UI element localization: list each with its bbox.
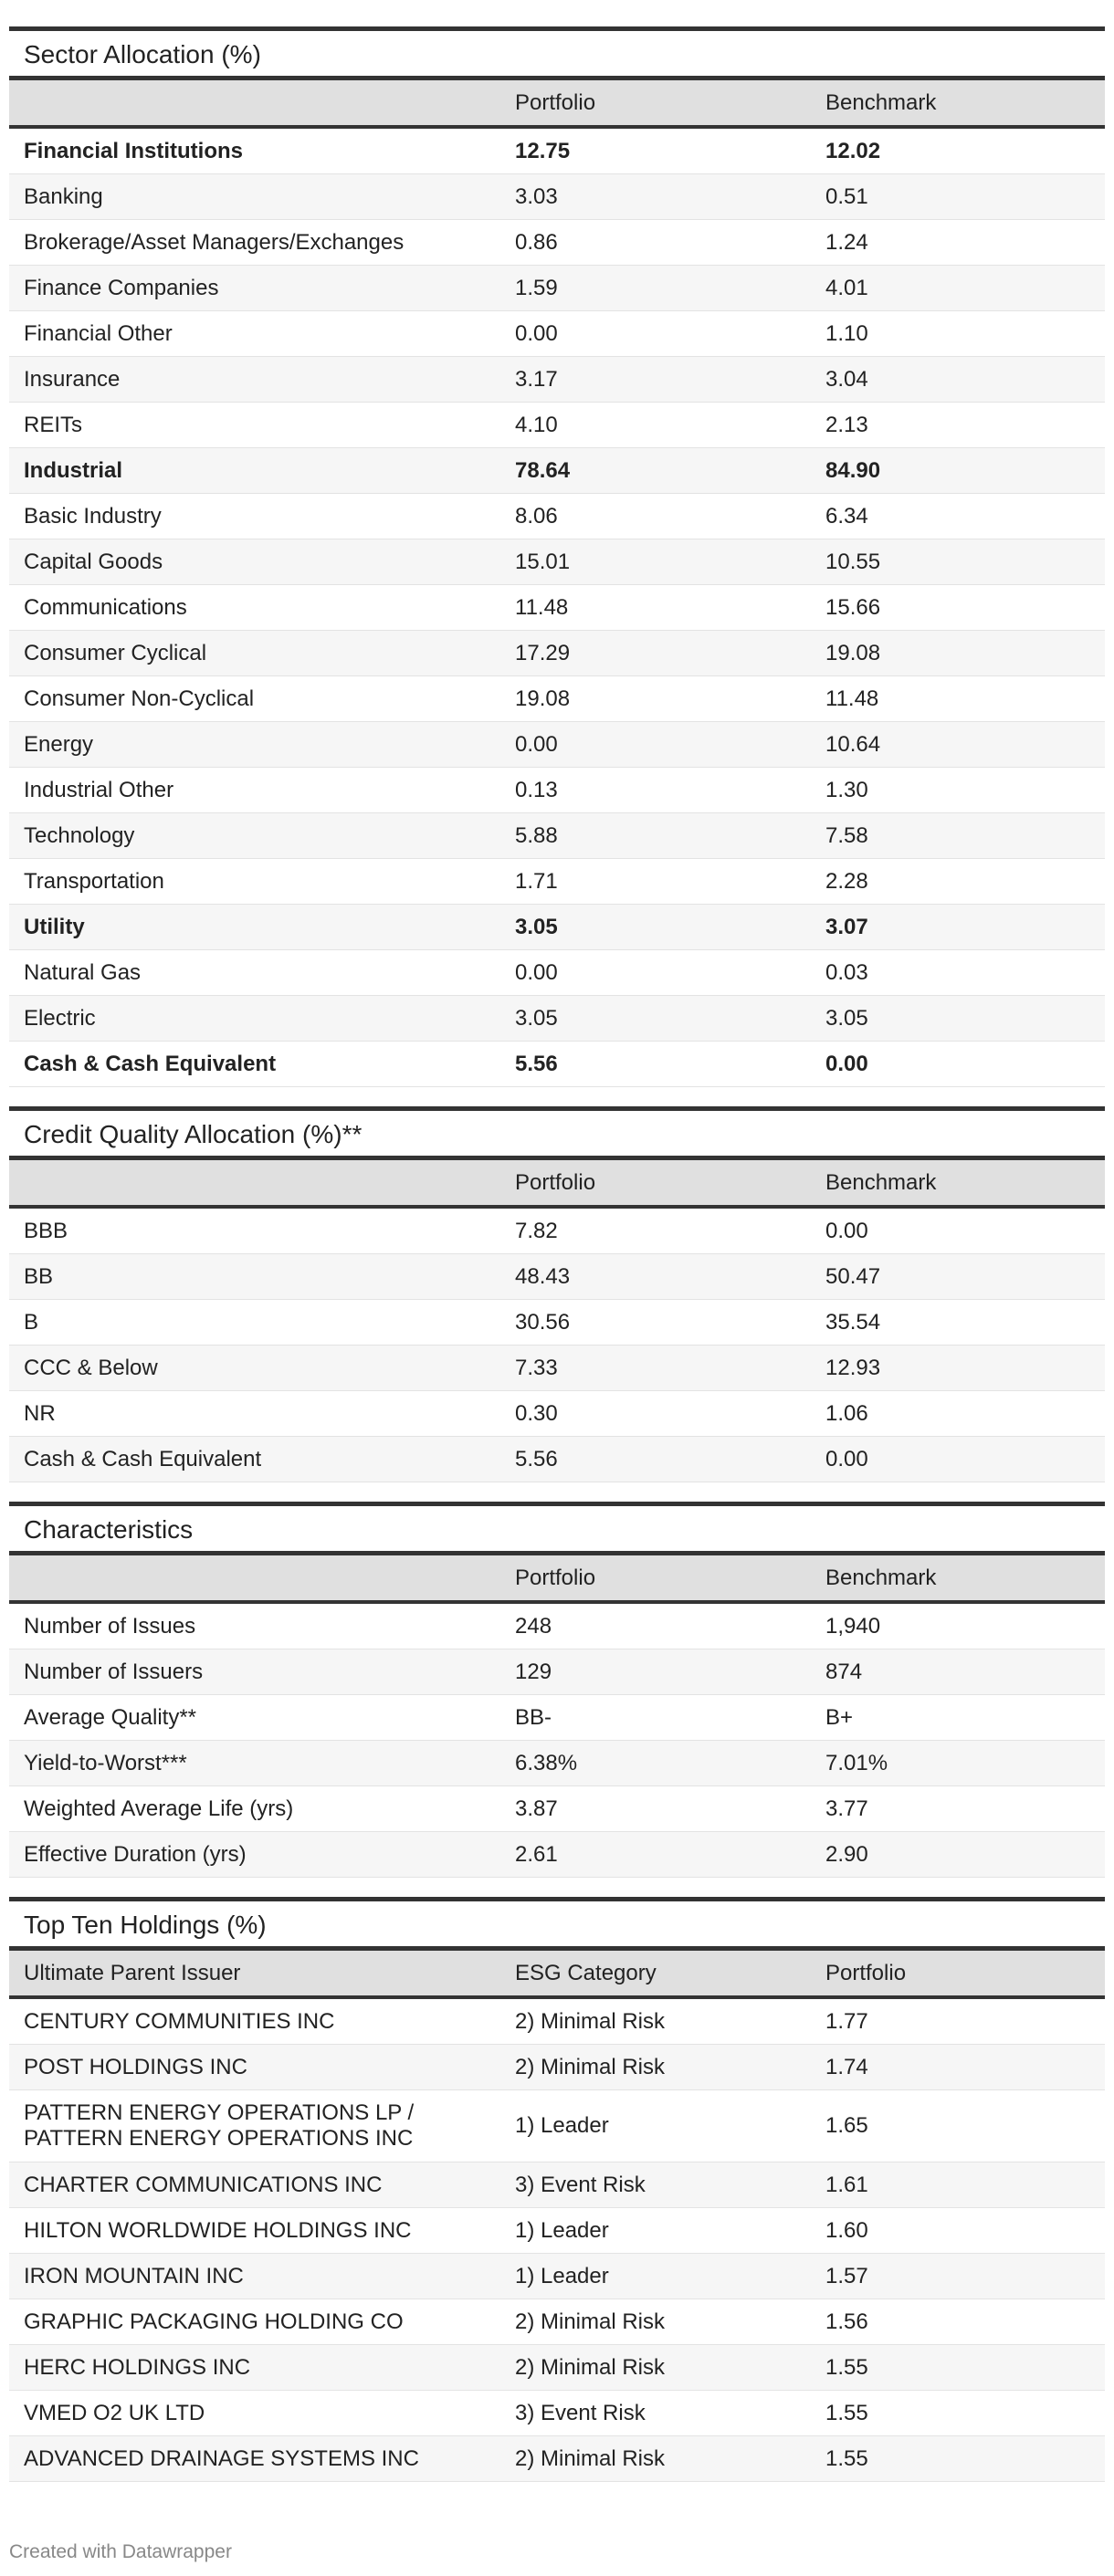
sector-cell-col2: 1.59 xyxy=(515,275,558,300)
characteristics-cell-col2: 248 xyxy=(515,1613,552,1639)
sector-table-row xyxy=(9,311,1105,357)
characteristics-cell-label: Effective Duration (yrs) xyxy=(24,1841,247,1867)
sector-cell-col2: 0.86 xyxy=(515,229,558,255)
characteristics-cell-col3: B+ xyxy=(825,1704,854,1730)
sector-cell-col3: 12.02 xyxy=(825,138,881,163)
holdings-cell-col3: 1.55 xyxy=(825,2400,868,2425)
holdings-title-bar xyxy=(9,1897,1105,1946)
characteristics-table-row xyxy=(9,1832,1105,1878)
sector-cell-label: Insurance xyxy=(24,366,121,392)
sector-table-row xyxy=(9,585,1105,631)
credit-cell-label: BB xyxy=(24,1263,54,1289)
sector-table-row xyxy=(9,1042,1105,1087)
holdings-cell-col2: 3) Event Risk xyxy=(515,2172,646,2197)
characteristics-cell-col3: 3.77 xyxy=(825,1796,868,1821)
credit-table-header xyxy=(9,1156,1105,1209)
sector-table-body xyxy=(9,129,1105,1087)
holdings-table-row xyxy=(9,2162,1105,2208)
sector-title: Sector Allocation (%) xyxy=(24,40,261,68)
credit-cell-col2: 7.33 xyxy=(515,1355,558,1380)
sector-cell-col2: 3.05 xyxy=(515,914,558,939)
sector-cell-label: Consumer Non-Cyclical xyxy=(24,686,255,711)
holdings-cell-col3: 1.65 xyxy=(825,2113,868,2138)
sector-cell-col3: 7.58 xyxy=(825,822,868,848)
characteristics-table-row xyxy=(9,1604,1105,1649)
characteristics-table-row xyxy=(9,1649,1105,1695)
characteristics-header-portfolio: Portfolio xyxy=(515,1565,596,1590)
holdings-cell-col3: 1.77 xyxy=(825,2008,868,2034)
sector-cell-col3: 19.08 xyxy=(825,640,881,665)
credit-cell-label: B xyxy=(24,1309,39,1335)
sector-cell-col3: 3.04 xyxy=(825,366,868,392)
sector-cell-label: REITs xyxy=(24,412,83,437)
sector-cell-col3: 4.01 xyxy=(825,275,868,300)
datawrapper-credit[interactable]: Created with Datawrapper xyxy=(9,2541,232,2562)
sector-table-row xyxy=(9,722,1105,768)
holdings-cell-label: ADVANCED DRAINAGE SYSTEMS INC xyxy=(24,2445,419,2471)
holdings-header-issuer: Ultimate Parent Issuer xyxy=(24,1960,241,1985)
sector-cell-col2: 0.00 xyxy=(515,320,558,346)
sector-cell-col2: 5.88 xyxy=(515,822,558,848)
credit-title: Credit Quality Allocation (%)** xyxy=(24,1120,363,1148)
holdings-cell-col2: 2) Minimal Risk xyxy=(515,2445,666,2471)
sector-table-row xyxy=(9,357,1105,403)
holdings-table-row xyxy=(9,2345,1105,2391)
characteristics-cell-col3: 1,940 xyxy=(825,1613,881,1639)
characteristics-cell-col3: 874 xyxy=(825,1659,863,1684)
sector-cell-label: Electric xyxy=(24,1005,96,1031)
credit-cell-col3: 1.06 xyxy=(825,1400,868,1426)
holdings-cell-col2: 2) Minimal Risk xyxy=(515,2008,666,2034)
holdings-cell-col2: 1) Leader xyxy=(515,2217,609,2243)
sector-table-row xyxy=(9,768,1105,813)
sector-cell-col3: 84.90 xyxy=(825,457,881,483)
sector-cell-label: Banking xyxy=(24,183,103,209)
holdings-cell-label: HERC HOLDINGS INC xyxy=(24,2354,251,2380)
sector-cell-col3: 10.64 xyxy=(825,731,881,757)
credit-cell-col3: 12.93 xyxy=(825,1355,881,1380)
sector-table-row xyxy=(9,813,1105,859)
sector-table-row xyxy=(9,129,1105,174)
holdings-table-row xyxy=(9,2436,1105,2482)
sector-cell-col2: 0.00 xyxy=(515,731,558,757)
holdings-cell-col2: 3) Event Risk xyxy=(515,2400,646,2425)
holdings-cell-col2: 1) Leader xyxy=(515,2263,609,2288)
holdings-cell-label: PATTERN ENERGY OPERATIONS LP / PATTERN ENERGY OPERATIONS INC xyxy=(24,2100,415,2151)
sector-cell-col3: 10.55 xyxy=(825,549,881,574)
characteristics-title-bar xyxy=(9,1502,1105,1551)
credit-cell-col2: 7.82 xyxy=(515,1218,558,1243)
holdings-table-row xyxy=(9,2045,1105,2090)
sector-cell-col2: 17.29 xyxy=(515,640,571,665)
sector-cell-col3: 0.51 xyxy=(825,183,868,209)
sector-cell-label: Industrial Other xyxy=(24,777,174,802)
sector-cell-col3: 0.03 xyxy=(825,959,868,985)
characteristics-table-header xyxy=(9,1551,1105,1604)
characteristics-cell-label: Yield-to-Worst*** xyxy=(24,1750,187,1775)
credit-cell-col2: 0.30 xyxy=(515,1400,558,1426)
credit-cell-col3: 0.00 xyxy=(825,1446,868,1471)
sector-cell-col2: 3.05 xyxy=(515,1005,558,1031)
sector-table-row xyxy=(9,631,1105,676)
sector-cell-col2: 4.10 xyxy=(515,412,558,437)
credit-table-row xyxy=(9,1209,1105,1254)
holdings-cell-col3: 1.55 xyxy=(825,2445,868,2471)
sector-cell-col2: 0.00 xyxy=(515,959,558,985)
sector-header-benchmark: Benchmark xyxy=(825,89,937,115)
sector-cell-col2: 0.13 xyxy=(515,777,558,802)
holdings-cell-col3: 1.74 xyxy=(825,2054,868,2079)
characteristics-table-row xyxy=(9,1786,1105,1832)
sector-table-row xyxy=(9,403,1105,448)
credit-table-row xyxy=(9,1254,1105,1300)
holdings-cell-col2: 2) Minimal Risk xyxy=(515,2309,666,2334)
sector-cell-col3: 11.48 xyxy=(825,686,879,711)
holdings-cell-col3: 1.57 xyxy=(825,2263,868,2288)
holdings-cell-label: IRON MOUNTAIN INC xyxy=(24,2263,244,2288)
holdings-table-row xyxy=(9,2391,1105,2436)
sector-cell-col3: 3.05 xyxy=(825,1005,868,1031)
credit-header-benchmark: Benchmark xyxy=(825,1169,937,1195)
holdings-table-row xyxy=(9,2208,1105,2254)
characteristics-cell-label: Weighted Average Life (yrs) xyxy=(24,1796,294,1821)
holdings-table-row xyxy=(9,1999,1105,2045)
characteristics-table-body xyxy=(9,1604,1105,1878)
credit-title-bar xyxy=(9,1106,1105,1156)
sector-cell-label: Consumer Cyclical xyxy=(24,640,207,665)
sector-table-row xyxy=(9,996,1105,1042)
holdings-table-row xyxy=(9,2090,1105,2162)
holdings-cell-col3: 1.56 xyxy=(825,2309,868,2334)
sector-cell-col3: 15.66 xyxy=(825,594,881,620)
credit-cell-col2: 48.43 xyxy=(515,1263,571,1289)
sector-table-header xyxy=(9,76,1105,129)
report-tables xyxy=(9,26,1105,2482)
credit-cell-col3: 0.00 xyxy=(825,1218,868,1243)
sector-cell-col3: 1.30 xyxy=(825,777,868,802)
holdings-table-header xyxy=(9,1946,1105,1999)
sector-table-row xyxy=(9,676,1105,722)
sector-table-row xyxy=(9,266,1105,311)
sector-cell-col3: 1.24 xyxy=(825,229,868,255)
sector-cell-col2: 3.17 xyxy=(515,366,558,392)
holdings-cell-label: HILTON WORLDWIDE HOLDINGS INC xyxy=(24,2217,412,2243)
sector-cell-label: Finance Companies xyxy=(24,275,219,300)
credit-cell-col3: 35.54 xyxy=(825,1309,881,1335)
sector-cell-col3: 2.13 xyxy=(825,412,868,437)
sector-cell-label: Utility xyxy=(24,914,85,939)
holdings-cell-col2: 2) Minimal Risk xyxy=(515,2354,666,2380)
sector-header-portfolio: Portfolio xyxy=(515,89,596,115)
sector-cell-col2: 15.01 xyxy=(515,549,571,574)
characteristics-cell-col2: BB- xyxy=(515,1704,552,1730)
holdings-table-row xyxy=(9,2299,1105,2345)
credit-cell-label: CCC & Below xyxy=(24,1355,158,1380)
sector-cell-col2: 8.06 xyxy=(515,503,558,529)
sector-cell-label: Cash & Cash Equivalent xyxy=(24,1051,277,1076)
characteristics-header-benchmark: Benchmark xyxy=(825,1565,937,1590)
credit-cell-label: BBB xyxy=(24,1218,68,1243)
holdings-table-body xyxy=(9,1999,1105,2482)
sector-cell-col3: 6.34 xyxy=(825,503,868,529)
credit-cell-col3: 50.47 xyxy=(825,1263,881,1289)
credit-table-row xyxy=(9,1391,1105,1437)
sector-table-row xyxy=(9,448,1105,494)
sector-cell-col3: 0.00 xyxy=(825,1051,868,1076)
sector-cell-col2: 5.56 xyxy=(515,1051,558,1076)
characteristics-cell-col2: 2.61 xyxy=(515,1841,558,1867)
holdings-title: Top Ten Holdings (%) xyxy=(24,1911,267,1939)
sector-cell-label: Technology xyxy=(24,822,135,848)
characteristics-cell-label: Number of Issues xyxy=(24,1613,196,1639)
characteristics-cell-col3: 2.90 xyxy=(825,1841,868,1867)
sector-cell-col2: 19.08 xyxy=(515,686,571,711)
holdings-cell-label: VMED O2 UK LTD xyxy=(24,2400,205,2425)
sector-cell-label: Basic Industry xyxy=(24,503,162,529)
holdings-cell-label: CENTURY COMMUNITIES INC xyxy=(24,2008,335,2034)
holdings-table-row xyxy=(9,2254,1105,2299)
sector-cell-label: Communications xyxy=(24,594,187,620)
sector-cell-label: Transportation xyxy=(24,868,164,894)
characteristics-cell-col2: 129 xyxy=(515,1659,552,1684)
sector-table-row xyxy=(9,494,1105,539)
characteristics-table-row xyxy=(9,1695,1105,1741)
sector-cell-col2: 11.48 xyxy=(515,594,569,620)
sector-cell-label: Financial Institutions xyxy=(24,138,244,163)
sector-title-bar xyxy=(9,26,1105,76)
holdings-cell-label: CHARTER COMMUNICATIONS INC xyxy=(24,2172,383,2197)
credit-table-row xyxy=(9,1437,1105,1482)
characteristics-table-row xyxy=(9,1741,1105,1786)
sector-cell-col3: 3.07 xyxy=(825,914,868,939)
sector-cell-label: Industrial xyxy=(24,457,123,483)
holdings-cell-col2: 2) Minimal Risk xyxy=(515,2054,666,2079)
sector-cell-label: Capital Goods xyxy=(24,549,163,574)
sector-table-row xyxy=(9,539,1105,585)
holdings-cell-label: GRAPHIC PACKAGING HOLDING CO xyxy=(24,2309,404,2334)
characteristics-title: Characteristics xyxy=(24,1515,194,1544)
characteristics-cell-col3: 7.01% xyxy=(825,1750,888,1775)
credit-cell-label: Cash & Cash Equivalent xyxy=(24,1446,262,1471)
sector-table-row xyxy=(9,220,1105,266)
sector-table-row xyxy=(9,859,1105,905)
holdings-cell-col3: 1.55 xyxy=(825,2354,868,2380)
credit-table-row xyxy=(9,1346,1105,1391)
credit-cell-label: NR xyxy=(24,1400,56,1426)
characteristics-cell-label: Number of Issuers xyxy=(24,1659,204,1684)
credit-table-body xyxy=(9,1209,1105,1482)
holdings-cell-col3: 1.60 xyxy=(825,2217,868,2243)
sector-cell-col2: 12.75 xyxy=(515,138,571,163)
credit-table-row xyxy=(9,1300,1105,1346)
sector-cell-col3: 2.28 xyxy=(825,868,868,894)
holdings-header-portfolio: Portfolio xyxy=(825,1960,907,1985)
sector-cell-label: Energy xyxy=(24,731,94,757)
credit-cell-col2: 30.56 xyxy=(515,1309,571,1335)
sector-cell-label: Brokerage/Asset Managers/Exchanges xyxy=(24,229,405,255)
sector-cell-col2: 1.71 xyxy=(515,868,558,894)
holdings-header-esg: ESG Category xyxy=(515,1960,657,1985)
characteristics-cell-col2: 3.87 xyxy=(515,1796,558,1821)
holdings-cell-label: POST HOLDINGS INC xyxy=(24,2054,247,2079)
sector-table-row xyxy=(9,950,1105,996)
sector-cell-col2: 78.64 xyxy=(515,457,571,483)
credit-cell-col2: 5.56 xyxy=(515,1446,558,1471)
sector-cell-col2: 3.03 xyxy=(515,183,558,209)
sector-table-row xyxy=(9,905,1105,950)
holdings-cell-col3: 1.61 xyxy=(825,2172,868,2197)
sector-cell-label: Natural Gas xyxy=(24,959,142,985)
holdings-cell-col2: 1) Leader xyxy=(515,2113,609,2138)
characteristics-cell-label: Average Quality** xyxy=(24,1704,196,1730)
sector-cell-label: Financial Other xyxy=(24,320,173,346)
sector-cell-col3: 1.10 xyxy=(825,320,868,346)
sector-table-row xyxy=(9,174,1105,220)
characteristics-cell-col2: 6.38% xyxy=(515,1750,578,1775)
credit-header-portfolio: Portfolio xyxy=(515,1169,596,1195)
